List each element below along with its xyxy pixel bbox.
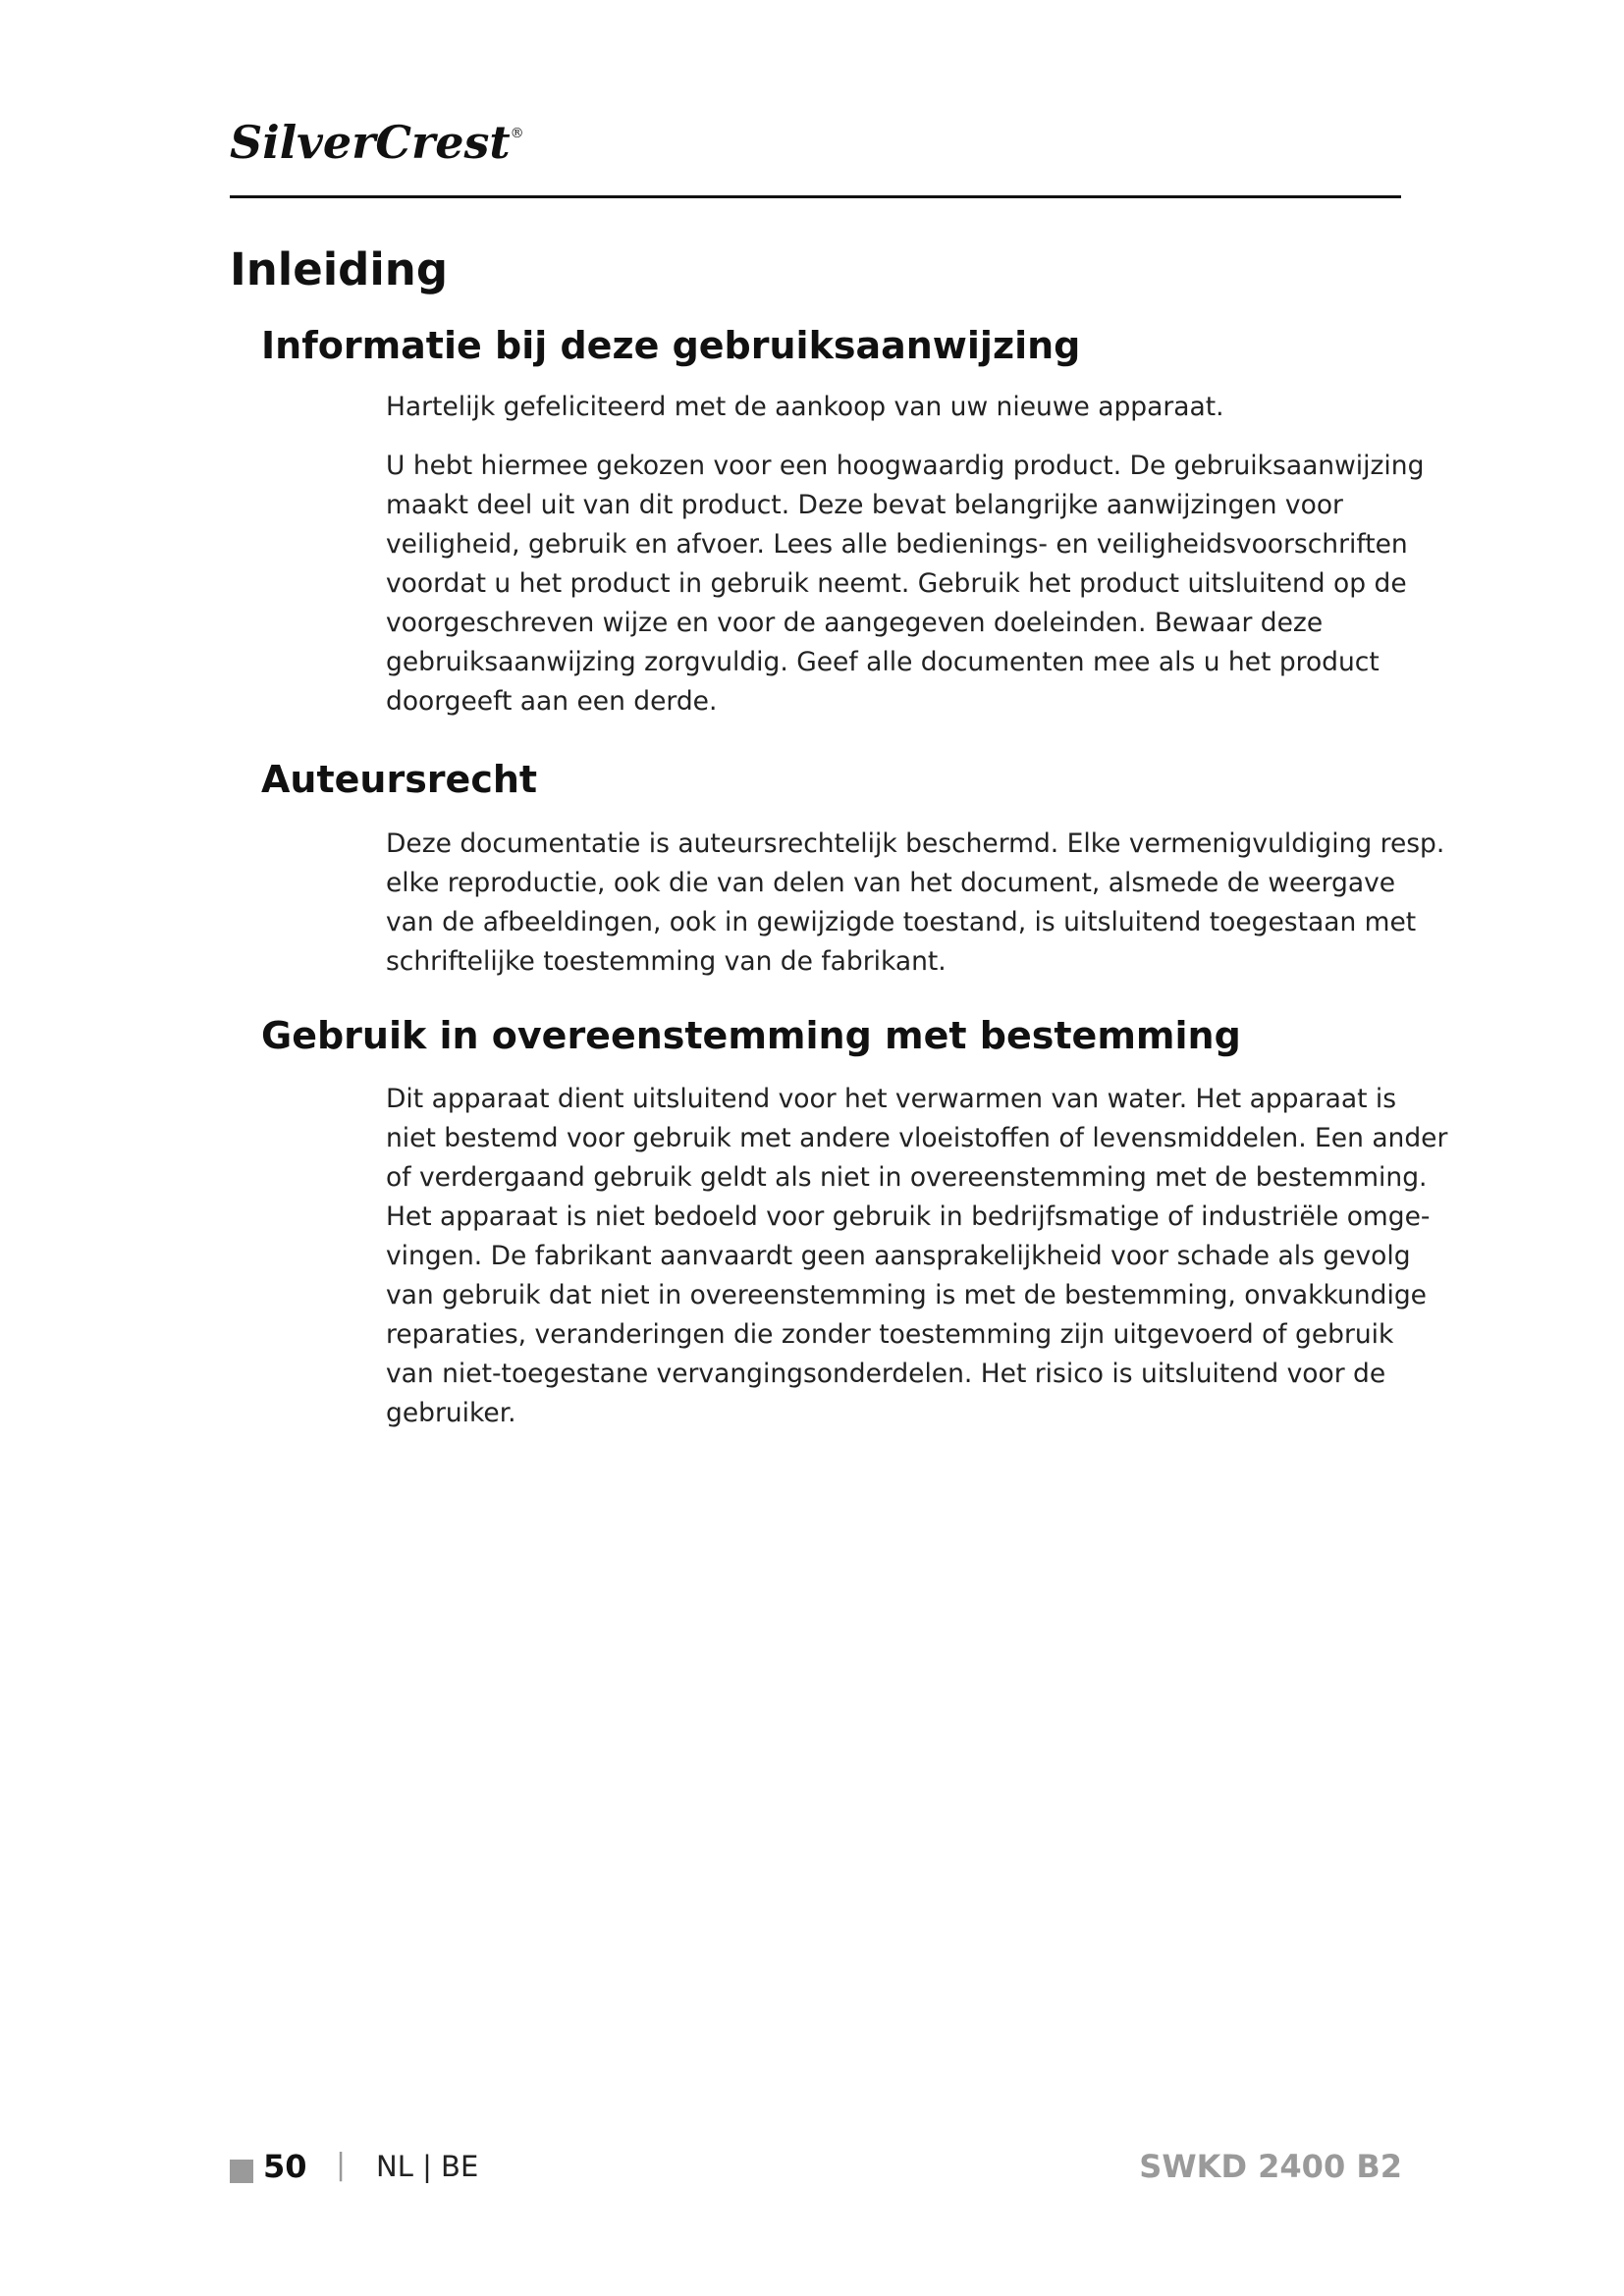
text-line: Dit apparaat dient uitsluitend voor het verwarmen van water. Het apparaat is <box>386 1084 1397 1114</box>
section-heading-auteursrecht: Auteursrecht <box>261 758 538 801</box>
footer-square-icon <box>230 2160 253 2183</box>
section-body-informatie-p1 <box>386 388 1417 427</box>
text-line: voordat u het product in gebruik neemt. Gebruik het product uitsluitend op de <box>386 568 1407 599</box>
text-line: veiligheid, gebruik en afvoer. Lees alle bedienings- en veiligheidsvoorschriften <box>386 529 1408 560</box>
text-line: van de afbeeldingen, ook in gewijzigde toestand, is uitsluitend toegestaan met <box>386 907 1417 937</box>
text-line: of verdergaand gebruik geldt als niet in overeenstemming met de bestemming. <box>386 1162 1428 1193</box>
text-line: niet bestemd voor gebruik met andere vloeistoffen of levensmiddelen. Een ander <box>386 1123 1448 1153</box>
text-line: Het apparaat is niet bedoeld voor gebruik in bedrijfsmatige of industriële omge- <box>386 1201 1431 1232</box>
text-line: reparaties, veranderingen die zonder toestemming zijn uitgevoerd of gebruik <box>386 1319 1394 1350</box>
page-number: 50 <box>263 2148 307 2185</box>
text-line: U hebt hiermee gekozen voor een hoogwaardig product. De gebruiksaanwijzing <box>386 451 1425 481</box>
brand-logo <box>230 116 524 169</box>
text-line: Hartelijk gefeliciteerd met de aankoop van uw nieuwe apparaat. <box>386 392 1224 422</box>
text-line: gebruiksaanwijzing zorgvuldig. Geef alle documenten mee als u het product <box>386 647 1380 677</box>
text-line: maakt deel uit van dit product. Deze bevat belangrijke aanwijzingen voor <box>386 490 1343 520</box>
section-body-informatie-p2 <box>386 447 1425 721</box>
text-line: schriftelijke toestemming van de fabrikant. <box>386 946 947 977</box>
text-line: elke reproductie, ook die van delen van het document, alsmede de weergave <box>386 868 1396 898</box>
footer-language: NL | BE <box>376 2150 479 2183</box>
text-line: vingen. De fabrikant aanvaardt geen aansprakelijkheid voor schade als gevolg <box>386 1241 1411 1271</box>
text-line: gebruiker. <box>386 1398 516 1428</box>
footer-model: SWKD 2400 B2 <box>1139 2148 1402 2185</box>
registered-mark: ® <box>510 126 524 141</box>
text-line: van niet-toegestane vervangingsonderdelen. Het risico is uitsluitend voor de <box>386 1359 1386 1389</box>
header-rule <box>230 195 1401 198</box>
text-line: van gebruik dat niet in overeenstemming is met de bestemming, onvakkundige <box>386 1280 1427 1310</box>
text-line: doorgeeft aan een derde. <box>386 686 718 717</box>
page-title: Inleiding <box>230 243 449 295</box>
text-line: voorgeschreven wijze en voor de aangegeven doeleinden. Bewaar deze <box>386 608 1324 638</box>
text-line: Deze documentatie is auteursrechtelijk beschermd. Elke vermenigvuldiging resp. <box>386 828 1445 859</box>
section-body-auteursrecht <box>386 825 1445 982</box>
brand-name: SilverCrest <box>230 116 511 169</box>
section-body-gebruik <box>386 1080 1448 1433</box>
section-heading-gebruik: Gebruik in overeenstemming met bestemming <box>261 1014 1241 1057</box>
section-heading-informatie: Informatie bij deze gebruiksaanwijzing <box>261 324 1081 367</box>
footer-separator: | <box>336 2148 347 2182</box>
